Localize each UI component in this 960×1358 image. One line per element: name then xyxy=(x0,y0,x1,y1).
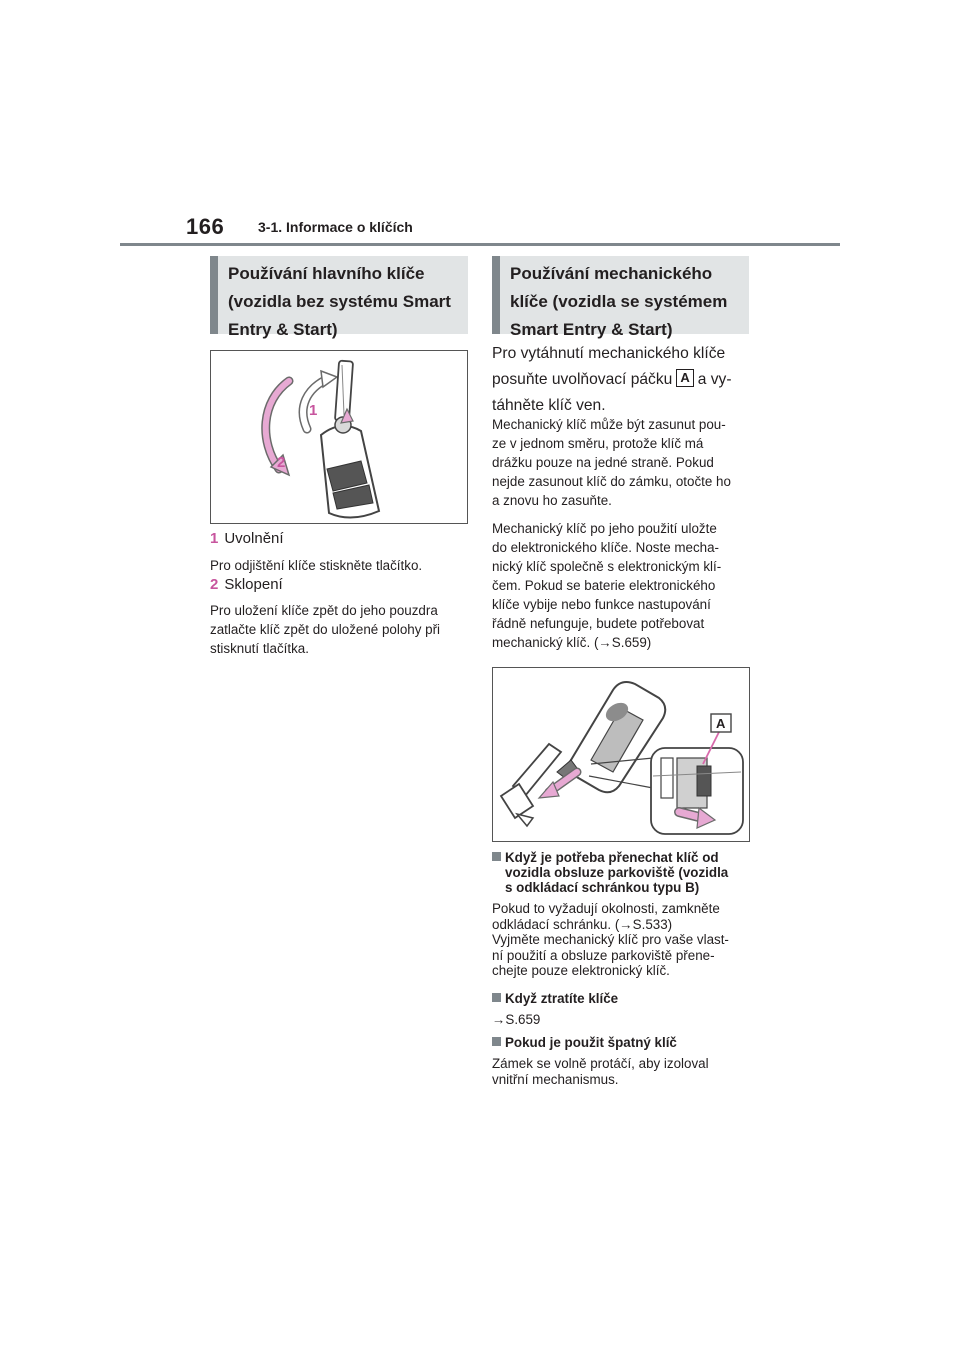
fig-label-1: 1 xyxy=(309,402,318,419)
note-3-body: Zámek se volně protáčí, aby izoloval vnitřní mechanismus. xyxy=(492,1056,709,1087)
section-title: 3-1. Informace o klíčích xyxy=(258,219,413,235)
key-fold-figure xyxy=(210,350,468,524)
note-2-heading: Když ztratíte klíče xyxy=(492,991,754,1006)
header-rule xyxy=(120,243,840,246)
right-heading: Používání mechanického klíče (vozidla se systémem Smart Entry & Start) xyxy=(492,256,749,334)
step-2: 2 Sklopení xyxy=(210,576,283,593)
bullet-square-icon xyxy=(492,1037,501,1046)
left-heading: Používání hlavního klíče (vozidla bez systému Smart Entry & Start) xyxy=(210,256,468,334)
bullet-square-icon xyxy=(492,993,501,1002)
mechanical-key-illustration xyxy=(493,668,749,841)
para-2: Mechanický klíč po jeho použití uložte do elektronického klíče. Noste mecha- nický klíč společně s elektronickým klí- čem. Pokud se baterie elektronického klíče vybije nebo funkce nastupování řádně nefunguje, budete potřebovat mechanický klíč. (→S.659) xyxy=(492,521,722,650)
fig-label-a: A xyxy=(716,716,726,731)
note-3-heading: Pokud je použit špatný klíč xyxy=(492,1035,754,1050)
mechanical-key-figure xyxy=(492,667,750,842)
para-1: Mechanický klíč může být zasunut pou- ze v jednom směru, protože klíč má drážku pouze na jedné straně. Pokud nejde zasunout klíč do zámku, otočte ho a znovu ho zasuňte. xyxy=(492,417,731,508)
note-1-body: Pokud to vyžadují okolnosti, zamkněte odkládací schránku. (→S.533) Vyjměte mechanický klíč pro vaše vlast- ní použití a obsluze parkoviště přene- chejte pouze elektronický klíč. xyxy=(492,901,729,978)
key-fold-illustration xyxy=(211,351,467,523)
intro-text: Pro vytáhnutí mechanického klíče posuňte uvolňovací páčku A a vy- táhněte klíč ven. xyxy=(492,345,732,414)
step-2-text: Pro uložení klíče zpět do jeho pouzdra zatlačte klíč zpět do uložené polohy při stisknutí tlačítka. xyxy=(210,603,441,656)
bullet-square-icon xyxy=(492,852,501,861)
page-number: 166 xyxy=(186,214,225,239)
step-1: 1 Uvolnění xyxy=(210,530,284,547)
step-1-text: Pro odjištění klíče stiskněte tlačítko. xyxy=(210,558,423,573)
note-1-heading: Když je potřeba přenechat klíč od vozidla obsluze parkoviště (vozidla s odkládací schránkou typu B) xyxy=(492,850,754,895)
fig-label-2: 2 xyxy=(277,454,286,471)
label-a: A xyxy=(676,369,693,387)
note-2-body: →S.659 xyxy=(492,1012,541,1027)
